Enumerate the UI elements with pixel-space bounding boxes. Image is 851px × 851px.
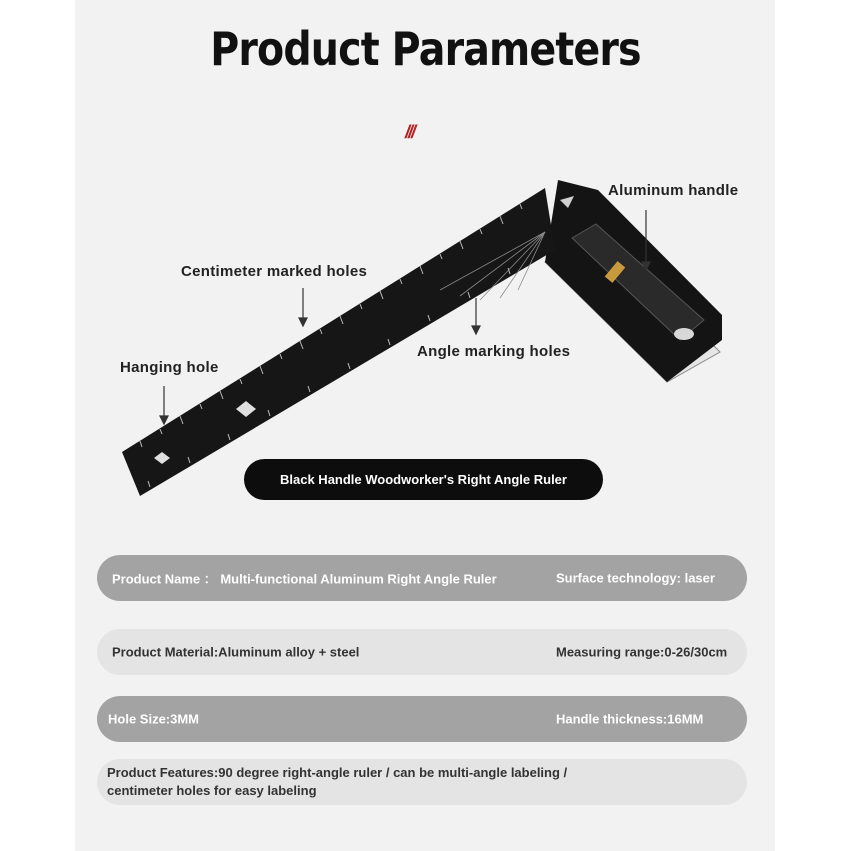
spec-row-name <box>97 555 747 601</box>
spec-row-size <box>97 696 747 742</box>
spec-material: Product Material:Aluminum alloy + steel <box>112 644 360 660</box>
page-title: Product Parameters <box>210 22 641 76</box>
spec-product-name: Product Name ： Multi-functional Aluminum Right Angle Ruler <box>112 571 497 587</box>
spec-features-line1: Product Features:90 degree right-angle ruler / can be multi-angle labeling / <box>107 765 568 780</box>
callout-hanging-hole: Hanging hole <box>120 359 219 376</box>
spec-handle-thickness: Handle thickness:16MM <box>556 711 704 727</box>
spec-features-line2: centimeter holes for easy labeling <box>107 783 317 798</box>
product-caption: Black Handle Woodworker's Right Angle Ruler <box>244 459 603 500</box>
ruler-blade <box>122 188 555 496</box>
spec-surface: Surface technology: laser <box>556 570 715 586</box>
level-vial <box>674 328 694 340</box>
spec-hole-size: Hole Size:3MM <box>108 711 200 727</box>
spec-row-material <box>97 629 747 675</box>
decorative-slashes: /// <box>405 122 415 142</box>
spec-row-features <box>97 759 747 805</box>
callout-angle-holes: Angle marking holes <box>417 343 571 360</box>
callout-aluminum-handle: Aluminum handle <box>608 182 739 199</box>
callout-centimeter-holes: Centimeter marked holes <box>181 263 368 280</box>
spec-measuring-range: Measuring range:0-26/30cm <box>556 644 728 660</box>
